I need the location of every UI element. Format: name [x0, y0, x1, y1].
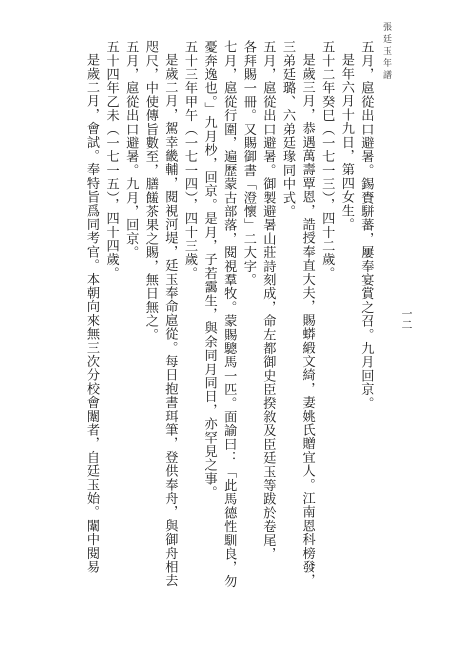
text-column: 三弟廷璐、六弟廷瑑同中式。: [280, 40, 295, 219]
running-header: 張廷玉年譜: [381, 22, 391, 82]
text-column: 是歲二月，會試。奉特旨爲同考官。本朝向來無三次分校會闈者，自廷玉始。闈中閱易: [84, 53, 99, 574]
text-column: 五十四年乙未（一七一五），四十四歲。: [103, 40, 119, 280]
text-column: 是歲三月，恭遇萬壽覃恩，誥授奉直大夫，賜蟒緞文綺，妻姚氏贈宜人。江南恩科榜發，: [299, 53, 315, 588]
text-column: 五月，扈從出口避暑。錫賚駢蕃，屢奉宴賞之召。九月回京。: [358, 40, 374, 410]
text-column: 七月，扈從行圍，遍歷蒙古部落，閱視羣牧。蒙賜驄馬一匹。面諭曰：「此馬德性馴良，勿: [221, 40, 237, 588]
text-column: 五月，扈從出口避暑。九月，回京。: [123, 40, 139, 260]
text-column: 咫尺，中使傳旨數至，膳饈茶果之賜，無日無之。: [142, 40, 158, 342]
text-column: 各拜賜一冊。又賜御書「澄懷」二大字。: [240, 40, 256, 287]
text-column: 五月，扈從出口避暑。御製避暑山莊詩刻成，命左都御史臣揆敘及臣廷玉等跋於卷尾，: [260, 40, 276, 561]
text-column: 五十二年癸巳（一七一三），四十二歲。: [319, 40, 335, 280]
text-column: 是歲二月，駕幸畿輔，閱視河堤，廷玉奉命扈從。每日抱書珥筆，登供奉舟，與御舟相去: [162, 53, 178, 588]
text-column: 是年六月十九日，第四女生。: [338, 53, 354, 232]
text-column: 五十三年甲午（一七一四），四十三歲。: [182, 40, 197, 280]
text-column: 憂奔逸也。」九月杪，回京。是月，子若靄生，與余同月同日，亦罕見之事。: [201, 40, 217, 500]
body-text: [84, 40, 375, 595]
page-number: 一二: [400, 308, 413, 330]
